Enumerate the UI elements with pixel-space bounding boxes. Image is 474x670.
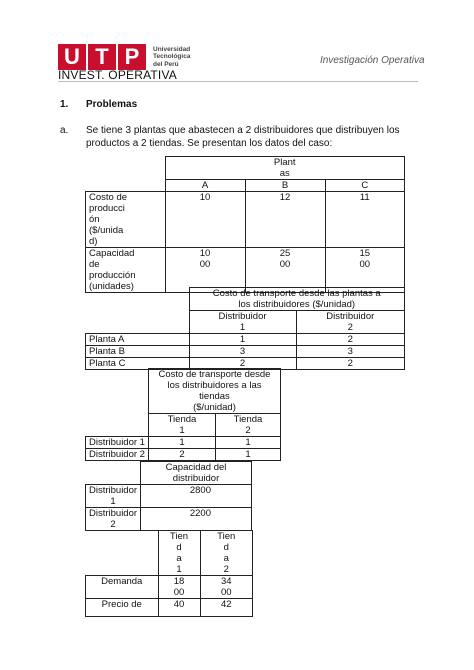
row-label: Distribuidor 2 (86, 449, 149, 461)
table-cell: 34 00 (200, 576, 253, 599)
table-cell: 18 00 (158, 576, 200, 599)
table-cell: 1 (189, 334, 296, 346)
plant-distributor-cost-table (85, 287, 405, 370)
col-header: Tien d a 2 (200, 531, 253, 576)
university-name (153, 46, 190, 69)
table-cell: 1 (148, 437, 215, 449)
table-cell: 40 (158, 599, 200, 617)
row-label: Capacidad de producción (unidades) (86, 248, 166, 293)
problem-label: a. (60, 125, 69, 136)
university-line: Tecnológica (153, 53, 191, 61)
plant-col-header: C (325, 180, 405, 192)
table-cell: 2 (296, 334, 405, 346)
logo-letter-u: U (58, 44, 86, 70)
course-title: INVEST. OPERATIVA (58, 68, 177, 82)
col-header: Tienda 2 (215, 414, 280, 437)
row-label: Planta B (86, 346, 190, 358)
row-label: Distribuidor 1 (86, 437, 149, 449)
col-header: Tien d a 1 (158, 531, 200, 576)
store-demand-table (85, 530, 253, 617)
row-label: Distribuidor 1 (86, 485, 141, 508)
table-cell: 10 00 (165, 248, 245, 293)
table-cell: 25 00 (245, 248, 325, 293)
section-number: 1. (60, 99, 69, 110)
row-label: Planta C (86, 358, 190, 370)
table-cell: 15 00 (325, 248, 405, 293)
row-label: Demanda (86, 576, 159, 599)
table-cell: 2 (296, 358, 405, 370)
row-label: Distribuidor 2 (86, 508, 141, 531)
table-cell: 3 (296, 346, 405, 358)
table-title: Costo de transporte desde los distribuidores a las tiendas ($/unidad) (148, 369, 280, 414)
header-divider (58, 81, 418, 82)
section-title: Problemas (86, 99, 138, 110)
row-label: Costo de producci ón ($/unida d) (86, 192, 166, 248)
table-cell: 1 (215, 449, 280, 461)
logo-letter-p: P (118, 44, 146, 70)
header-subject: Investigación Operativa (320, 55, 425, 66)
table-cell: 11 (325, 192, 405, 248)
col-header: Distribuidor 2 (296, 311, 405, 334)
row-label: Planta A (86, 334, 190, 346)
table-cell: 3 (189, 346, 296, 358)
plant-col-header: A (165, 180, 245, 192)
col-header: Tienda 1 (148, 414, 215, 437)
university-line: Universidad (153, 45, 191, 53)
table-cell: 2800 (141, 485, 252, 508)
col-header: Distribuidor 1 (189, 311, 296, 334)
table-cell: 2 (148, 449, 215, 461)
table-title: Costo de transporte desde las plantas a los distribuidores ($/unidad) (189, 288, 405, 311)
table-cell: 42 (200, 599, 253, 617)
row-label: Precio de (86, 599, 159, 617)
plant-col-header: B (245, 180, 325, 192)
utp-logo (58, 44, 190, 70)
table-title: Capacidad del distribuidor (141, 462, 252, 485)
distributor-capacity-table (85, 461, 252, 531)
distributor-store-cost-table (85, 368, 281, 461)
university-line: del Perú (153, 60, 179, 68)
table-cell: 10 (165, 192, 245, 248)
section-heading (60, 99, 137, 110)
plants-table (85, 156, 405, 293)
problem-text: Se tiene 3 plantas que abastecen a 2 distribuidores que distribuyen los productos a 2 tiendas. Se presentan los datos del caso: (86, 125, 400, 149)
table-cell: 2200 (141, 508, 252, 531)
plants-group-header: Plant as (165, 157, 405, 180)
table-cell: 2 (189, 358, 296, 370)
logo-letter-t: T (88, 44, 116, 70)
table-cell: 12 (245, 192, 325, 248)
table-cell: 1 (215, 437, 280, 449)
